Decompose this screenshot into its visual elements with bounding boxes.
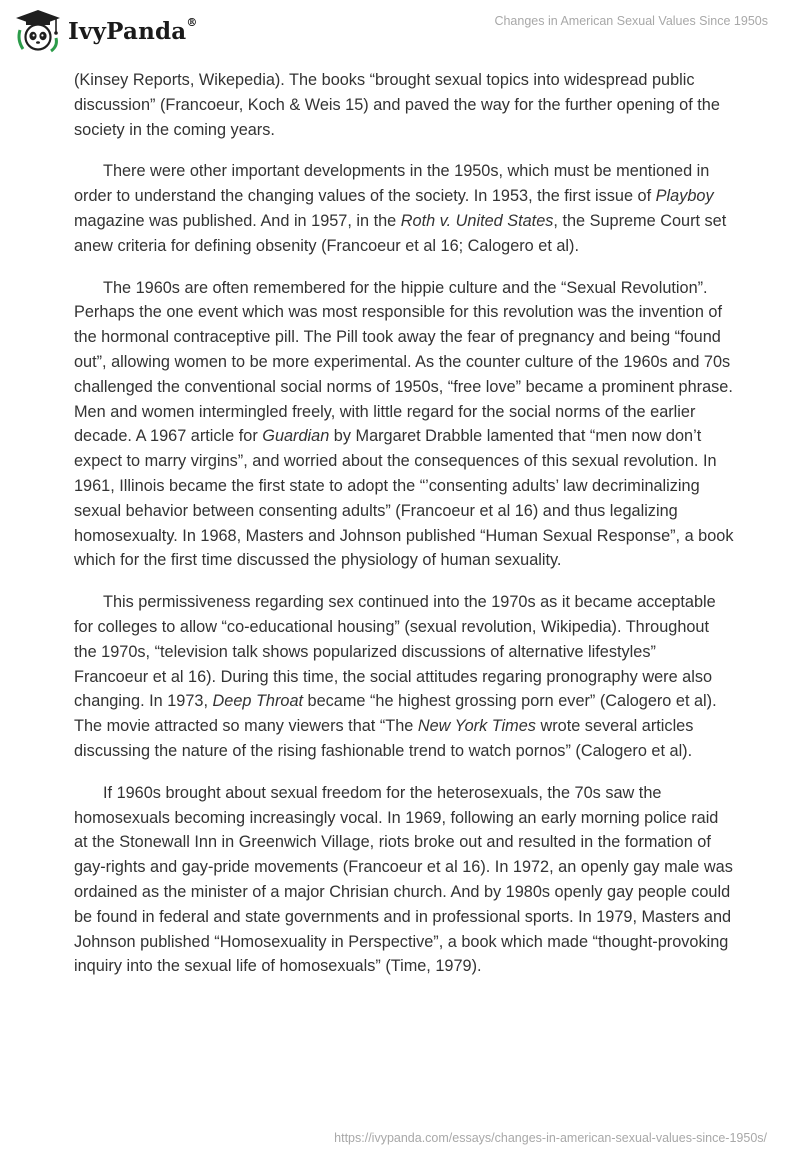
paragraph-4: This permissiveness regarding sex continued into the 1970s as it became acceptable for colleges to allow “co-educational housing” (sexual revolution, Wikipedia). Throughout the 1970s, “television talk shows popularized discussions of alternative lifestyles” Francoeur et al 16). During this time, the social attitudes regaring pronography were also changing. In 1973, Deep Throat became “he highest grossing porn ever” (Calogero et al). The movie attracted so many viewers that “The New York Times wrote several articles discussing the nature of the rising fashionable trend to watch pornos” (Calogero et al).	[74, 593, 717, 760]
essay-body	[74, 68, 734, 996]
paragraph-2: There were other important developments in the 1950s, which must be mentioned in order to understand the changing values of the society. In 1953, the first issue of Playboy magazine was published. And in 1957, in the Roth v. United States, the Supreme Court set anew criteria for defining obsenity (Francoeur et al 16; Calogero et al).	[74, 162, 727, 255]
panda-graduate-icon	[14, 8, 62, 54]
source-url[interactable]: https://ivypanda.com/essays/changes-in-american-sexual-values-since-1950s/	[334, 1131, 767, 1145]
paragraph-1: (Kinsey Reports, Wikepedia). The books “brought sexual topics into widespread public discussion” (Francoeur, Koch & Weis 15) and paved the way for the further opening of the society in the coming years.	[74, 71, 720, 139]
paragraph-5: If 1960s brought about sexual freedom for the heterosexuals, the 70s saw the homosexuals becoming increasingly vocal. In 1969, following an early morning police raid at the Stonewall Inn in Greenwich Village, riots broke out and resulted in the formation of gay-rights and gay-pride movements (Francoeur et al 16). In 1972, an openly gay male was ordained as the minister of a major Chrisian church. And by 1980s openly gay people could be found in federal and state governments and in professional sports. In 1979, Masters and Johnson published “Homosexuality in Perspective”, a book which made “thought-provoking inquiry into the sexual life of homosexuals” (Time, 1979).	[74, 783, 733, 976]
ivypanda-logo[interactable]	[14, 8, 198, 54]
logo-wordmark: IvyPanda®	[68, 15, 198, 45]
registered-mark: ®	[186, 15, 198, 29]
italic-title: New York Times	[417, 717, 536, 736]
document-title: Changes in American Sexual Values Since 1950s	[494, 14, 768, 28]
page-header	[0, 0, 800, 66]
italic-title: Guardian	[262, 427, 330, 446]
italic-title: Deep Throat	[212, 692, 304, 711]
italic-title: Playboy	[655, 187, 714, 206]
italic-case-name: Roth v. United States	[400, 211, 554, 230]
paragraph-3: The 1960s are often remembered for the hippie culture and the “Sexual Revolution”. Perhaps the one event which was most responsible for this revolution was the invention of the hormonal contraceptive pill. The Pill took away the fear of pregnancy and being “found out”, allowing women to be more experimental. As the counter culture of the 1960s and 70s challenged the conventional social norms of 1950s, “free love” became a prominent phrase. Men and women intermingled freely, with little regard for the social norms of the earlier decade. A 1967 article for Guardian by Margaret Drabble lamented that “men now don’t expect to marry virgins”, and worried about the consequences of this sexual revolution. In 1961, Illinois became the first state to adopt the “’consenting adults’ law decriminalizing sexual behavior between consenting adults” (Francoeur et al 16) and thus legalizing homosexualty. In 1968, Masters and Johnson published “Human Sexual Response”, a book which for the first time discussed the physiology of human sexuality.	[74, 278, 734, 570]
